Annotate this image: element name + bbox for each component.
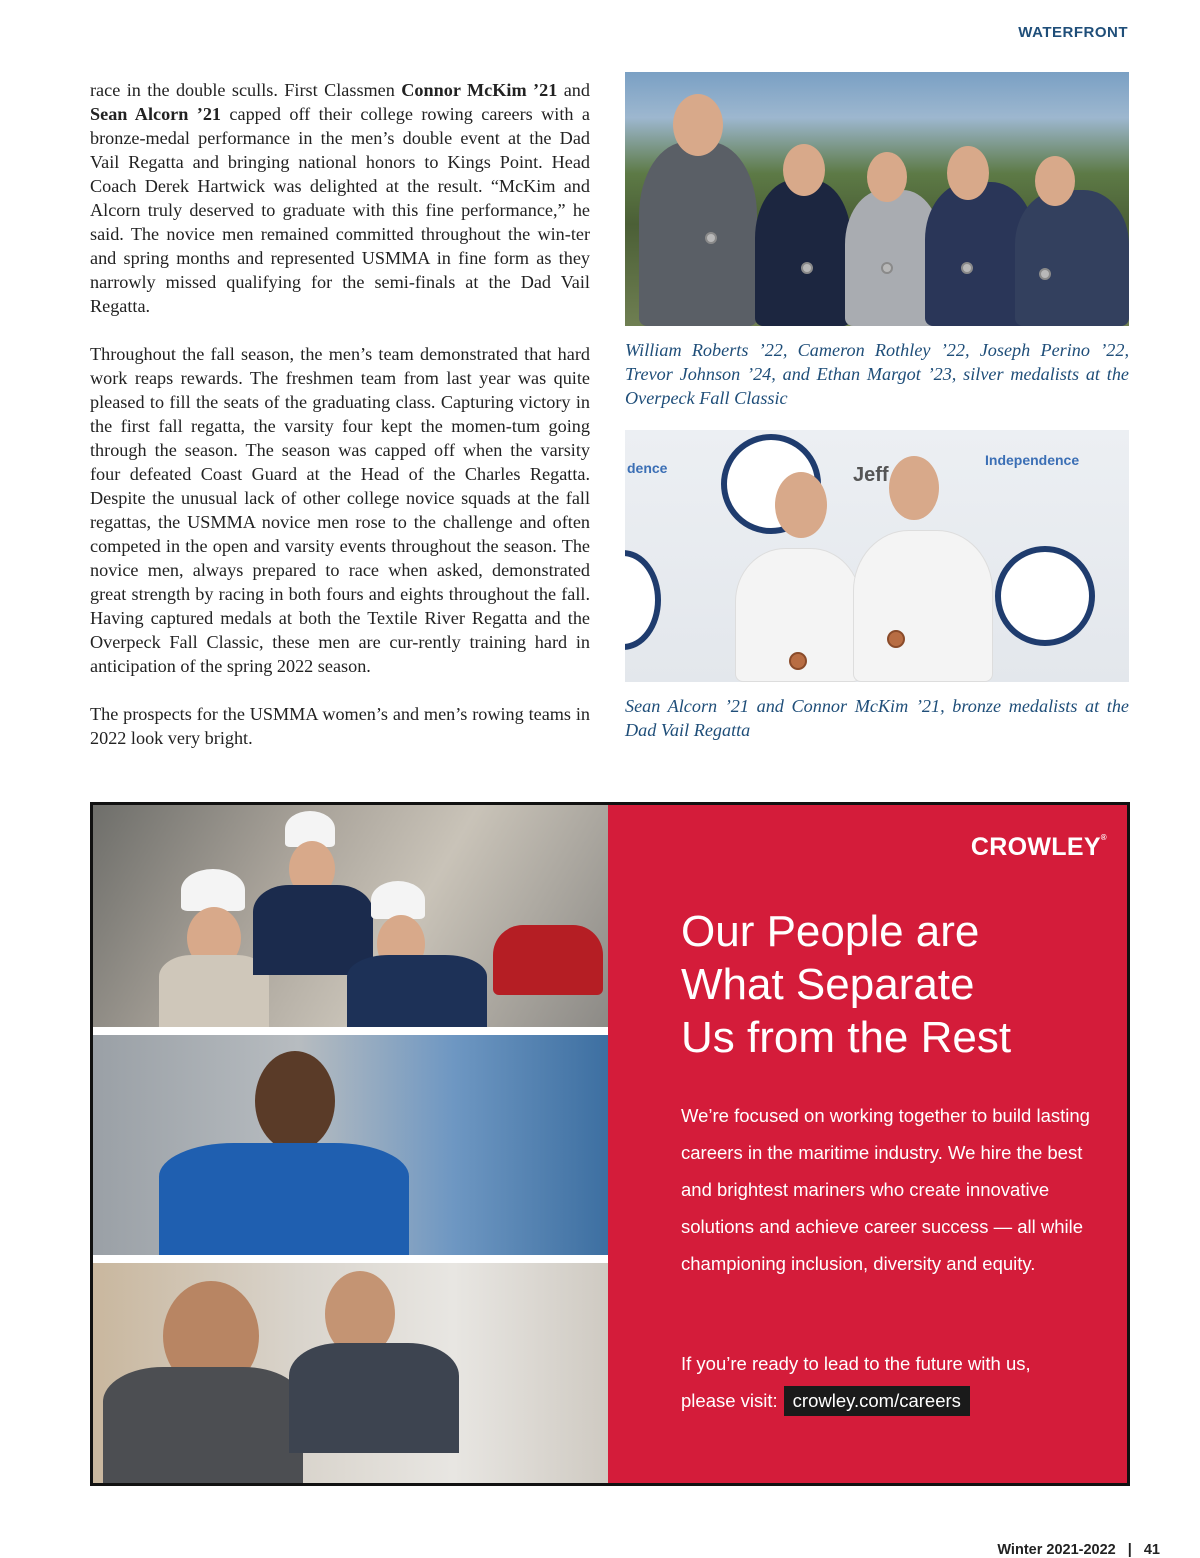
section-label: WATERFRONT [1018, 24, 1128, 41]
ad-call-to-action: If you’re ready to lead to the future with us, please visit: crowley.com/careers [681, 1345, 1111, 1419]
backdrop-text-left: dence [627, 460, 668, 476]
article-body [90, 78, 590, 774]
issue-label: Winter 2021-2022 [997, 1542, 1116, 1558]
name-sean-alcorn: Sean Alcorn ’21 [90, 104, 222, 124]
page-footer [997, 1542, 1160, 1558]
ad-photo-cadet-and-mentor [93, 1263, 608, 1483]
crowley-logo: CROWLEY® [970, 833, 1107, 861]
backdrop-text-mid: Jeff [853, 464, 889, 486]
ad-divider-line [93, 1030, 629, 1035]
ad-divider-line [93, 1258, 629, 1263]
article-paragraph-1: race in the double sculls. First Classmen Connor McKim ’21 and Sean Alcorn ’21 capped off their college rowing careers with a bronze-medal performance in the men’s double event at the Dad Vail Regatta and bringing national honors to Kings Point. Head Coach Derek Hartwick was delighted at the result. “McKim and Alcorn truly deserved to graduate with this fine performance,” he said. The novice men remained committed throughout the win-ter and spring months and represented USMMA in fine form as they narrowly missed qualifying for the semi-finals at the Dad Vail Regatta. [90, 80, 590, 316]
ad-photo-crew-engine-room [93, 805, 608, 1027]
article-paragraph-2: Throughout the fall season, the men’s team demonstrated that hard work reaps rewards. The freshmen team from last year was quite pleased to fill the seats of the graduating class. Capturing victory in the first fall regatta, the varsity four kept the momen-tum going through the season. The season was capped off when the varsity four defeated Coast Guard at the Head of the Charles Regatta. Despite the unusual lack of other college novice squads at the fall regattas, the USMMA novice men rose to the challenge and often competed in the open and varsity events throughout the season. The novice men, always prepared to race when asked, demonstrated great strength by racing in both fours and eights throughout the fall. Having captured medals at both the Textile River Regatta and the Overpeck Fall Classic, these men are cur-rently training hard in anticipation of the spring 2022 season. [90, 344, 590, 676]
ad-photo-officer-on-bridge [93, 1035, 608, 1255]
photo-caption-2: Sean Alcorn ’21 and Connor McKim ’21, bronze medalists at the Dad Vail Regatta [625, 696, 1129, 740]
careers-link[interactable]: crowley.com/careers [784, 1386, 970, 1416]
photo-caption-1: William Roberts ’22, Cameron Rothley ’22, Joseph Perino ’22, Trevor Johnson ’24, and Ethan Margot ’23, silver medalists at the Overpeck Fall Classic [625, 340, 1129, 408]
ad-red-panel [608, 805, 1127, 1483]
ad-body-copy: We’re focused on working together to build lasting careers in the maritime industry. We hire the best and brightest mariners who create innovative solutions and achieve career success — all while championing inclusion, diversity and equity. [681, 1105, 1090, 1274]
photo-bronze-medalists [625, 430, 1129, 682]
backdrop-text-right: Independence [985, 452, 1080, 468]
name-connor-mckim: Connor McKim ’21 [401, 80, 558, 100]
article-paragraph-3: The prospects for the USMMA women’s and men’s rowing teams in 2022 look very bright. [90, 704, 590, 748]
photo-silver-medalists [625, 72, 1129, 326]
dad-vail-logo [995, 546, 1095, 646]
page-number: 41 [1143, 1542, 1160, 1558]
footer-separator: | [1127, 1542, 1132, 1558]
ad-headline: Our People are What Separate Us from the Rest [681, 907, 1012, 1062]
ad-photo-column [93, 805, 608, 1483]
dad-vail-logo [625, 550, 661, 650]
crowley-advertisement [90, 802, 1130, 1486]
